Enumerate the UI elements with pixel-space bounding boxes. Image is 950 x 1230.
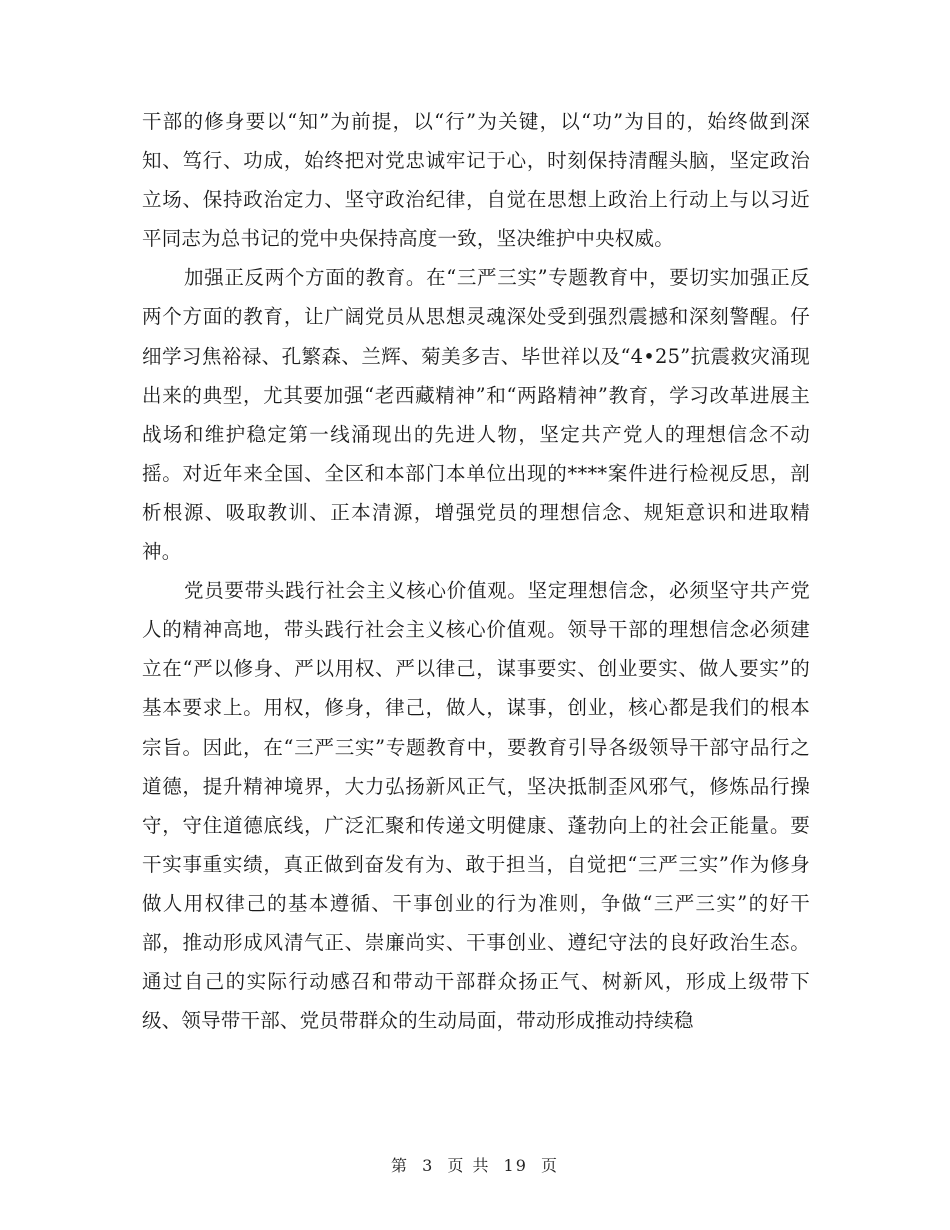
paragraph-continued: 干部的修身要以“知”为前提，以“行”为关键，以“功”为目的，始终做到深知、笃行、功成，始终把对党忠诚牢记于心，时刻保持清醒头脑，坚定政治立场、保持政治定力、坚守政治纪律，自觉在思想上政治上行动上与以习近平同志为总书记的党中央保持高度一致，坚决维护中央权威。 [142, 110, 810, 251]
document-body [142, 102, 810, 1040]
paragraph-core-values: 党员要带头践行社会主义核心价值观。坚定理想信念，必须坚守共产党人的精神高地，带头践行社会主义核心价值观。领导干部的理想信念必须建立在“严以修身、严以用权、严以律己，谋事要实、创业要实、做人要实”的基本要求上。用权，修身，律己，做人，谋事，创业，核心都是我们的根本宗旨。因此，在“三严三实”专题教育中，要教育引导各级领导干部守品行之道德，提升精神境界，大力弘扬新风正气，坚决抵制歪风邪气，修炼品行操守，守住道德底线，广泛汇聚和传递文明健康、蓬勃向上的社会正能量。要干实事重实绩，真正做到奋发有为、敢于担当，自觉把“三严三实”作为修身做人用权律己的基本遵循、干事创业的行为准则，争做“三严三实”的好干部，推动形成风清气正、崇廉尚实、干事创业、遵纪守法的良好政治生态。通过自己的实际行动感召和带动干部群众扬正气、树新风，形成上级带下级、领导带干部、党员带群众的生动局面，带动形成推动持续稳 [142, 579, 810, 1033]
page-footer [0, 1153, 950, 1176]
footer-prefix: 第 [390, 1156, 409, 1175]
footer-middle: 页 共 [447, 1156, 491, 1175]
footer-total-pages: 19 [503, 1156, 528, 1175]
footer-suffix: 页 [541, 1156, 560, 1175]
paragraph-education: 加强正反两个方面的教育。在“三严三实”专题教育中，要切实加强正反两个方面的教育，让广阔党员从思想灵魂深处受到强烈震撼和深刻警醒。仔细学习焦裕禄、孔繁森、兰辉、菊美多吉、毕世祥以及“4•25”抗震救灾涌现出来的典型，尤其要加强“老西藏精神”和“两路精神”教育，学习改革进展主战场和维护稳定第一线涌现出的先进人物，坚定共产党人的理想信念不动摇。对近年来全国、全区和本部门本单位出现的****案件进行检视反思，剖析根源、吸取教训、正本清源，增强党员的理想信念、规矩意识和进取精神。 [142, 266, 810, 564]
footer-page-number: 3 [422, 1156, 435, 1175]
